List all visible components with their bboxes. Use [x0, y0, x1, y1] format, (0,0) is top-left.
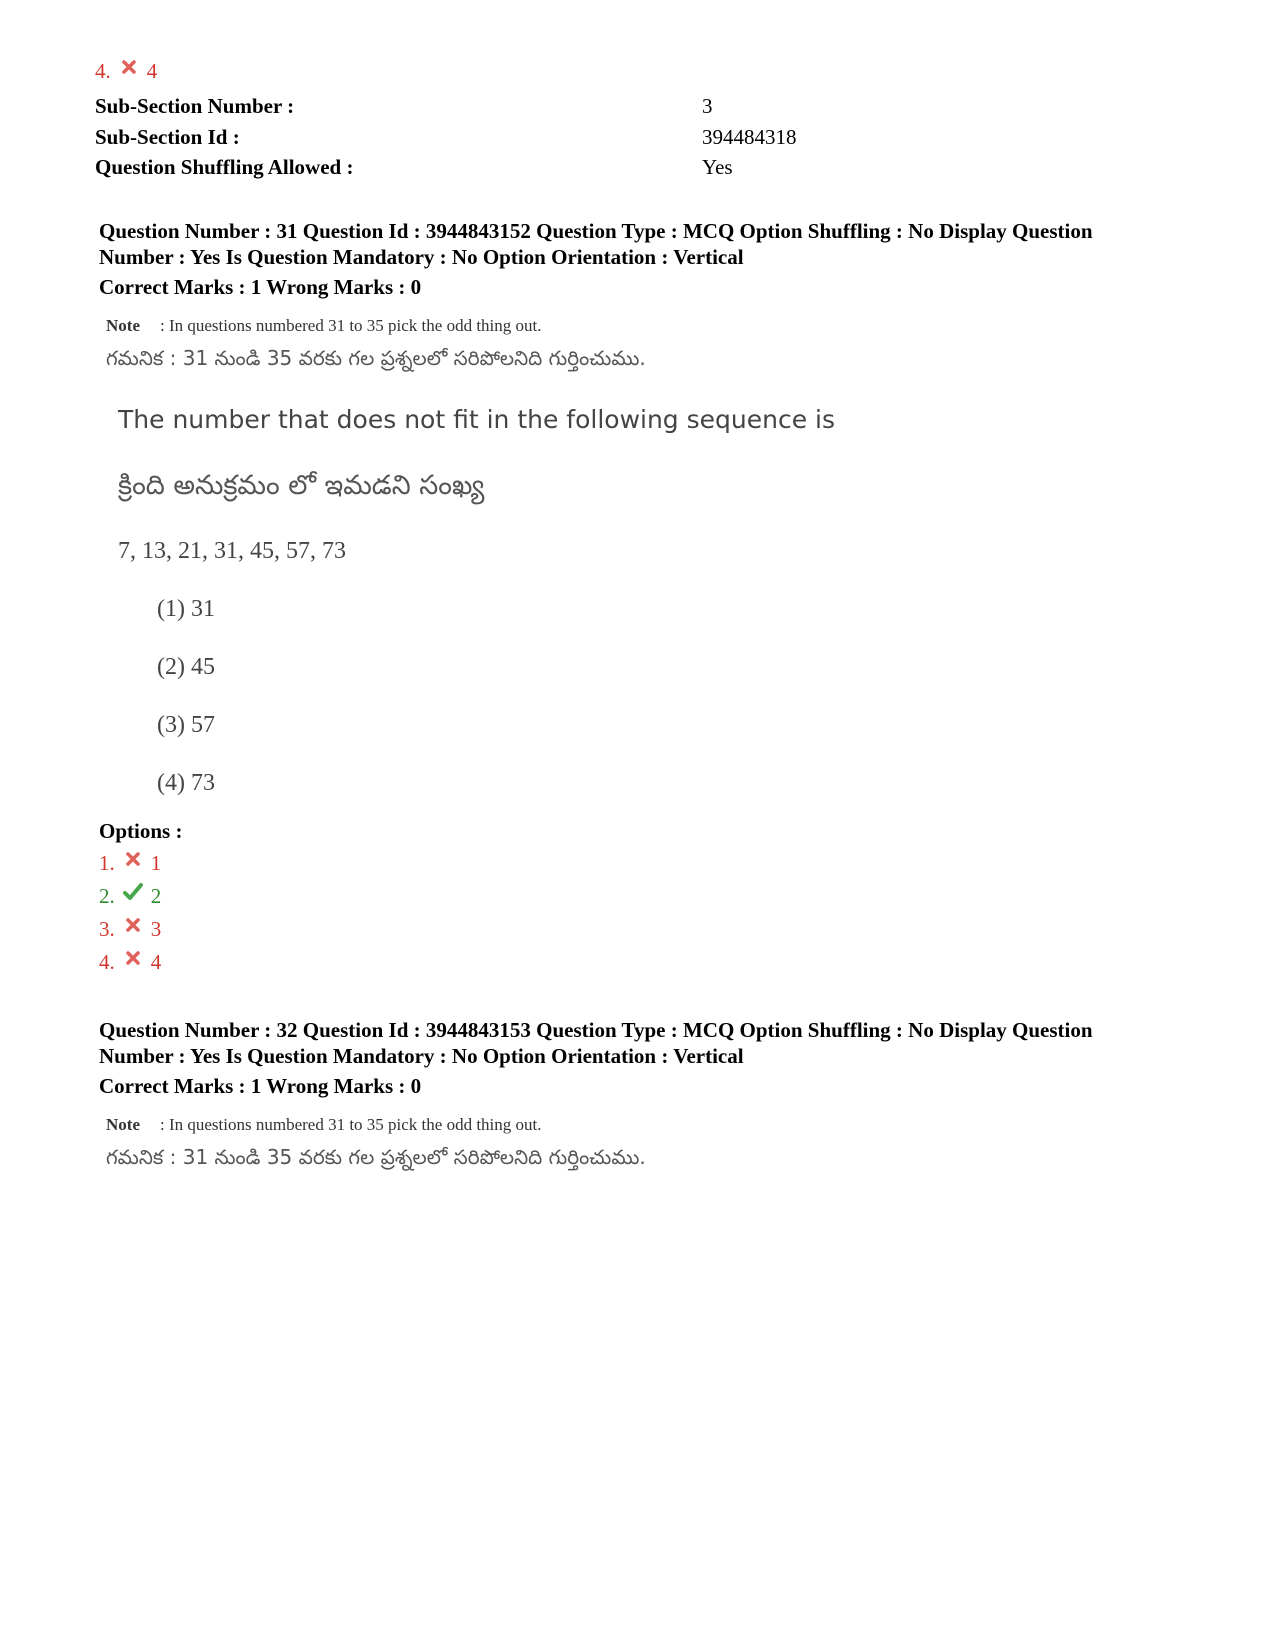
question-31-choice-1: (1) 31 [157, 596, 215, 622]
question-31-choice-3: (3) 57 [157, 712, 215, 738]
cross-icon [119, 60, 139, 74]
question-32-header: Question Number : 32 Question Id : 3944843153 Question Type : MCQ Option Shuffling : No Display Question Number : Yes Is Question Mandatory : No Option Orientation : Vertical [99, 1018, 1093, 1068]
option-4-prev: 4. 4 [95, 59, 158, 83]
cross-icon [123, 918, 143, 932]
question-31-note: Note : In questions numbered 31 to 35 pick the odd thing out. [106, 316, 542, 335]
question-31-text-en: The number that does not fit in the following sequence is [118, 405, 836, 434]
question-31-choice-2: (2) 45 [157, 654, 215, 680]
cross-icon [123, 852, 143, 866]
check-icon [123, 883, 143, 901]
meta-value-subsection-id: 394484318 [702, 125, 797, 149]
question-31-option-4: 4. 4 [99, 950, 162, 974]
meta-label-subsection-number: Sub-Section Number : [95, 94, 295, 118]
question-31-header: Question Number : 31 Question Id : 3944843152 Question Type : MCQ Option Shuffling : No Display Question Number : Yes Is Question Mandatory : No Option Orientation : Vertical [99, 219, 1093, 269]
question-31-option-1: 1. 1 [99, 851, 162, 875]
question-31-choice-4: (4) 73 [157, 770, 215, 796]
meta-label-subsection-id: Sub-Section Id : [95, 125, 240, 149]
question-32-note-telugu: గమనిక : 31 నుండి 35 వరకు గల ప్రశ్నలలో సరిపోలనిది గుర్తించుము. [106, 1145, 646, 1169]
meta-value-subsection-number: 3 [702, 94, 713, 118]
question-31-marks: Correct Marks : 1 Wrong Marks : 0 [99, 275, 422, 299]
question-31-sequence: 7, 13, 21, 31, 45, 57, 73 [118, 538, 346, 564]
question-32-note: Note : In questions numbered 31 to 35 pick the odd thing out. [106, 1115, 542, 1134]
question-32-marks: Correct Marks : 1 Wrong Marks : 0 [99, 1074, 422, 1098]
meta-value-question-shuffling: Yes [702, 155, 733, 179]
question-31-text-te: క్రింది అనుక్రమం లో ఇమడని సంఖ్య [118, 470, 485, 501]
cross-icon [123, 951, 143, 965]
question-31-note-telugu: గమనిక : 31 నుండి 35 వరకు గల ప్రశ్నలలో సరిపోలనిది గుర్తించుము. [106, 346, 646, 370]
question-31-option-2: 2. 2 [99, 884, 162, 908]
question-31-options-label: Options : [99, 819, 183, 843]
meta-label-question-shuffling: Question Shuffling Allowed : [95, 155, 354, 179]
question-31-option-3: 3. 3 [99, 917, 162, 941]
